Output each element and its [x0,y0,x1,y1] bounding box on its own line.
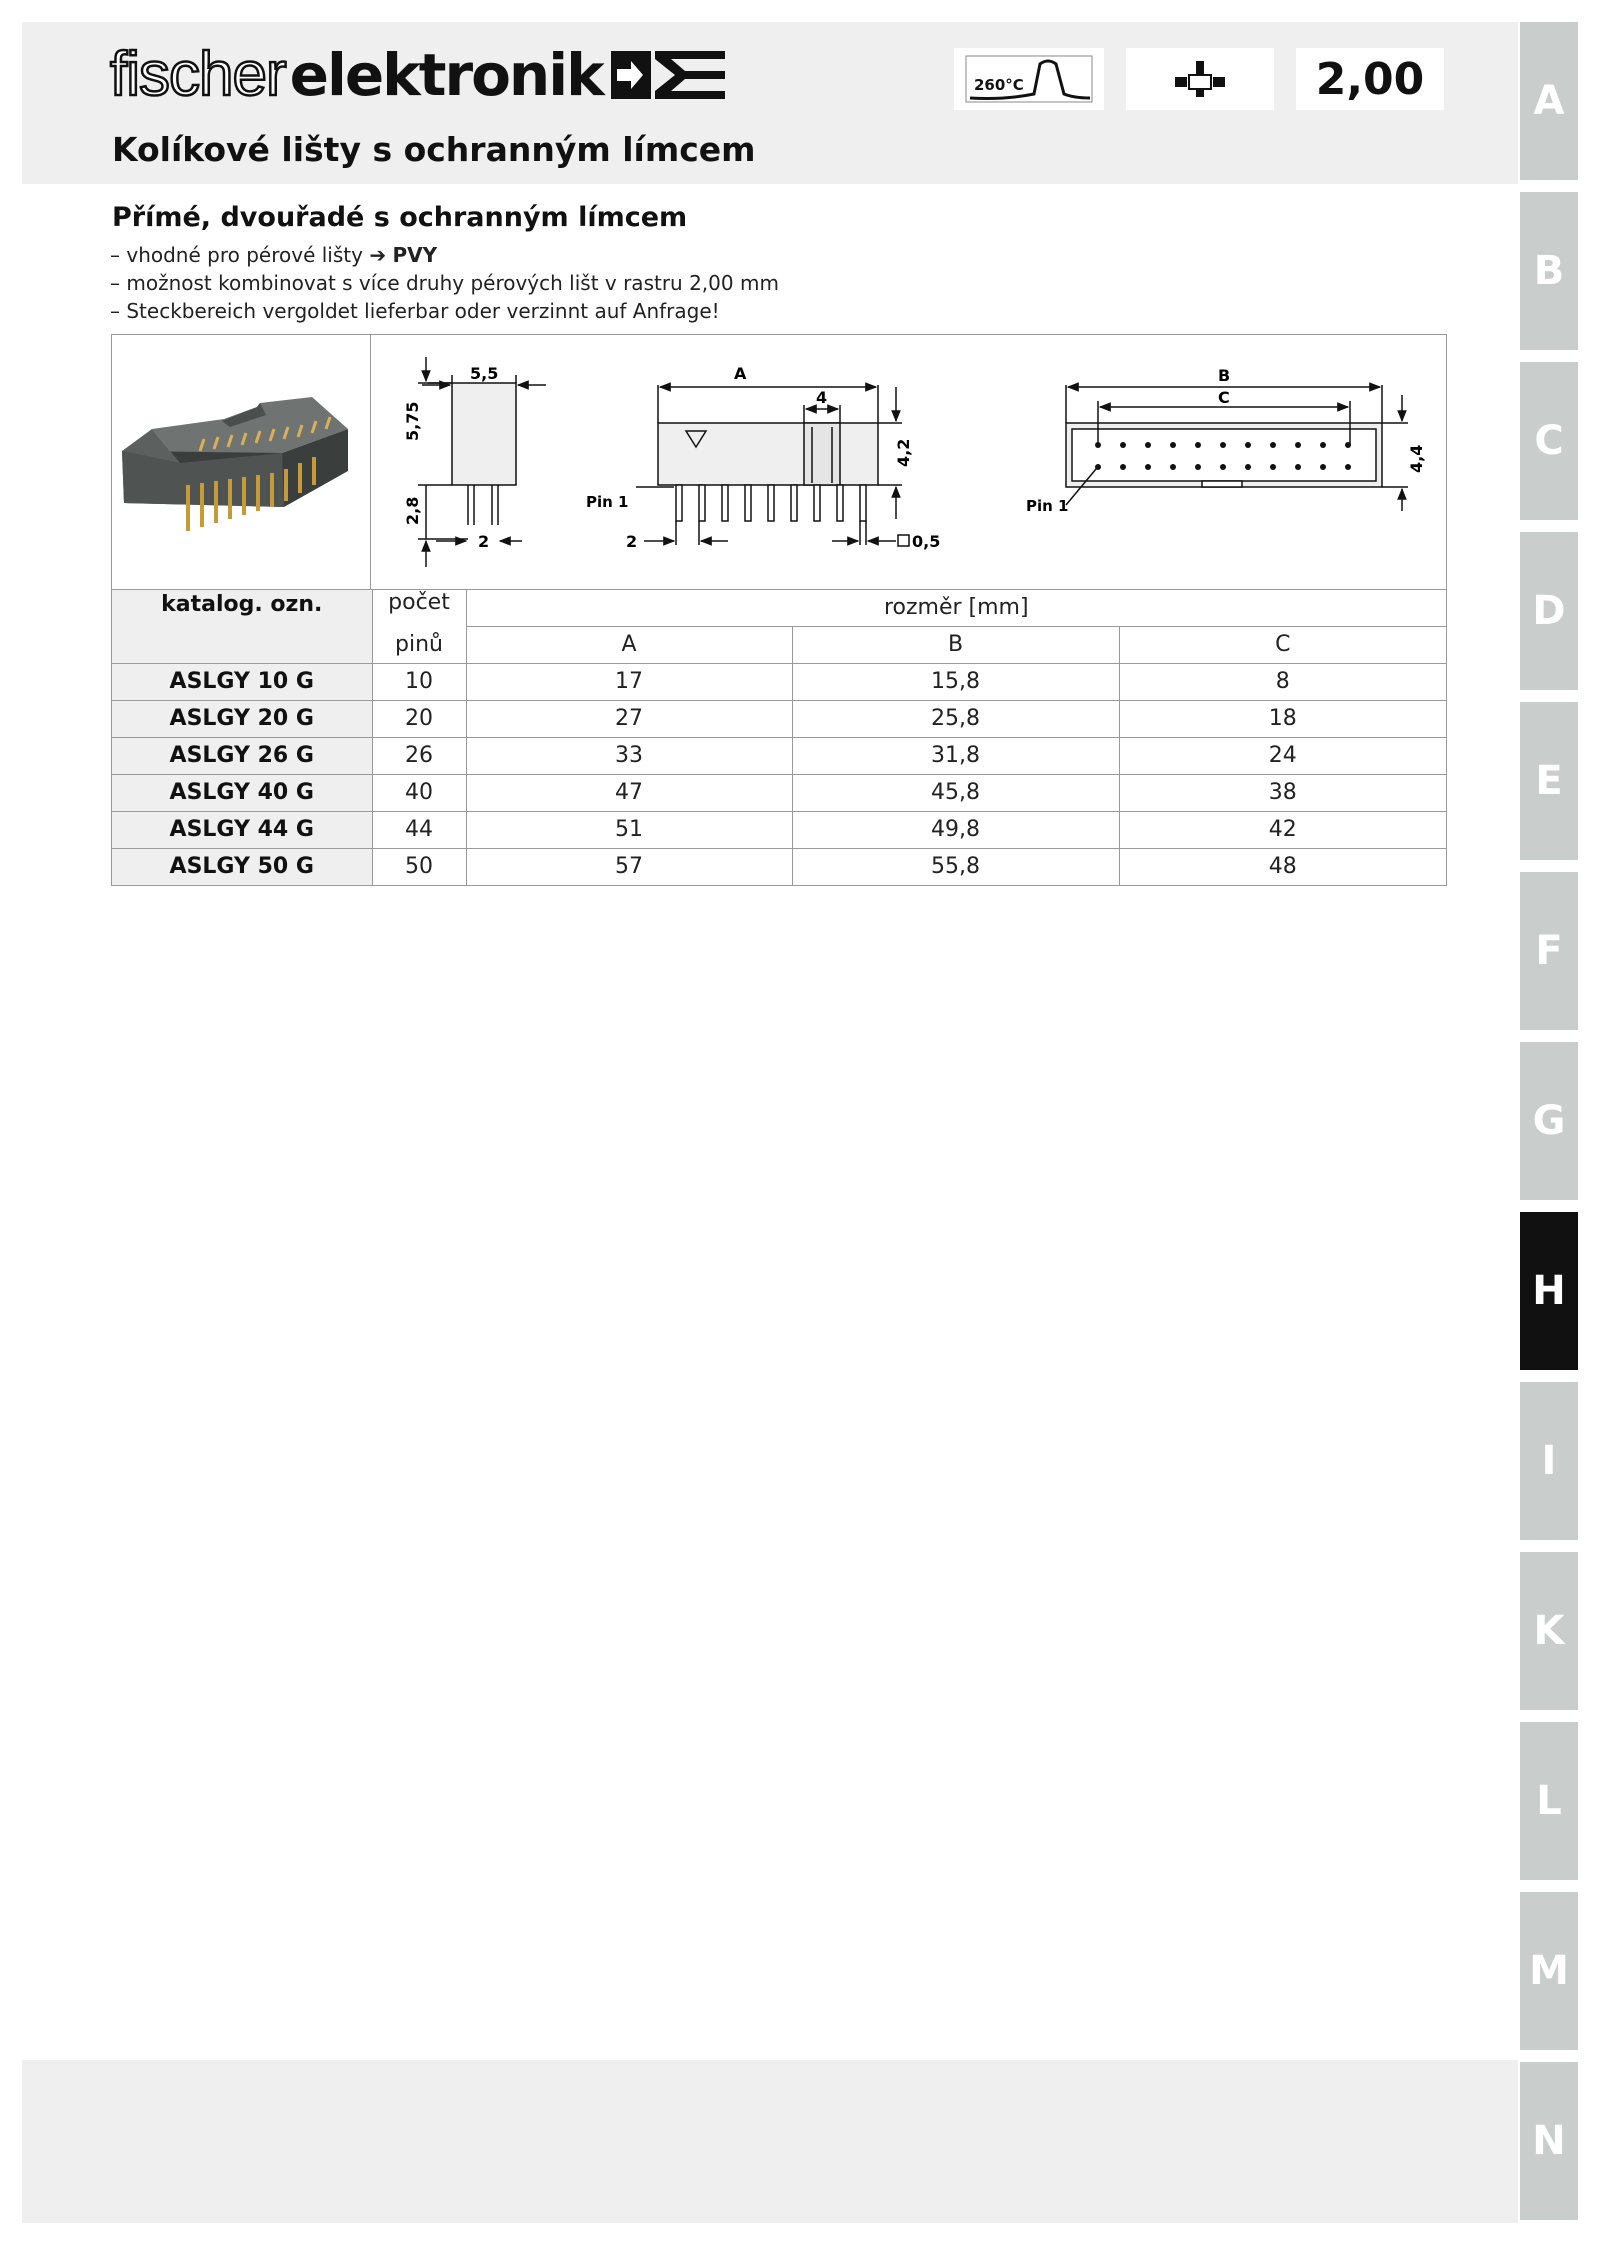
header-pin-count: počet [372,590,466,626]
footer-band [22,2060,1518,2223]
catalog-number: ASLGY 44 G [112,811,372,848]
tab-N[interactable]: N [1520,2062,1578,2220]
pin1-label-top: Pin 1 [1026,497,1069,515]
dim-A: 47 [466,774,792,811]
connector-photo-image [112,335,370,589]
dim-length-A: A [734,364,747,383]
dim-B: 49,8 [792,811,1119,848]
logo-text-elektronik: elektronik [289,41,603,109]
feature-item: – vhodné pro pérové lišty ➔ PVY [110,241,779,269]
table-header-row [112,590,1446,626]
logo-text-fischer: fischer [110,40,286,109]
table-row [112,737,1446,774]
front-pins [676,485,866,521]
dim-C: 18 [1119,700,1446,737]
dim-B: 15,8 [792,663,1119,700]
tab-F[interactable]: F [1520,872,1578,1030]
pcb-mount-badge [1126,48,1274,110]
page-title: Kolíkové lišty s ochranným límcem [112,130,756,169]
table-row [112,811,1446,848]
dim-A: 17 [466,663,792,700]
header-col-A: A [466,626,792,663]
catalog-number: ASLGY 50 G [112,848,372,885]
drawing-row [112,335,1446,590]
table-row [112,774,1446,811]
dim-C: 38 [1119,774,1446,811]
dim-pin-square: 0,5 [912,532,941,551]
dim-height-4-2: 4,2 [894,438,913,467]
header-dimensions: rozměr [mm] [466,590,1446,626]
logo-arrow-icon [609,47,729,103]
table-row [112,663,1446,700]
tab-K[interactable]: K [1520,1552,1578,1710]
pin-count: 26 [372,737,466,774]
dim-side-height: 5,75 [403,401,422,441]
header-pin-count-line2: pinů [372,626,466,663]
dim-C: 48 [1119,848,1446,885]
dim-B: 55,8 [792,848,1119,885]
dim-C: 42 [1119,811,1446,848]
reference-link[interactable]: PVY [392,243,438,267]
pin1-label-front: Pin 1 [586,493,629,511]
solder-temp-label: 260°C [974,76,1024,94]
pin-count: 44 [372,811,466,848]
dim-side-pitch: 2 [478,532,490,551]
tab-G[interactable]: G [1520,1042,1578,1200]
dim-length-C: C [1218,388,1230,407]
dim-B: 45,8 [792,774,1119,811]
pin-count: 40 [372,774,466,811]
header-col-C: C [1119,626,1446,663]
dim-length-B: B [1218,366,1231,385]
brand-logo [110,40,729,109]
tab-C[interactable]: C [1520,362,1578,520]
feature-item: – možnost kombinovat s více druhy pérových lišt v rastru 2,00 mm [110,269,779,297]
catalog-number: ASLGY 40 G [112,774,372,811]
arrow-icon: ➔ [369,243,387,267]
pin-count: 20 [372,700,466,737]
dim-A: 33 [466,737,792,774]
feature-item: – Steckbereich vergoldet lieferbar oder verzinnt auf Anfrage! [110,297,779,325]
catalog-number: ASLGY 26 G [112,737,372,774]
tab-A[interactable]: A [1520,22,1578,180]
dim-key-4: 4 [816,388,828,407]
tab-I[interactable]: I [1520,1382,1578,1540]
dim-pin-length: 2,8 [403,496,422,525]
tab-D[interactable]: D [1520,532,1578,690]
tab-H[interactable]: H [1520,1212,1578,1370]
tab-B[interactable]: B [1520,192,1578,350]
dim-B: 31,8 [792,737,1119,774]
dim-B: 25,8 [792,700,1119,737]
pin-count: 10 [372,663,466,700]
header-catalog: katalog. ozn. [112,590,372,663]
section-title: Přímé, dvouřadé s ochranným límcem [112,202,688,233]
solder-temperature-badge [954,48,1104,110]
feature-list [110,241,779,325]
dim-A: 57 [466,848,792,885]
catalog-number: ASLGY 10 G [112,663,372,700]
technical-drawing [372,335,1446,589]
pin-count: 50 [372,848,466,885]
dimension-drawing [372,335,1446,589]
header-col-B: B [792,626,1119,663]
dim-front-pitch: 2 [626,532,638,551]
dimension-table [112,590,1446,885]
dim-C: 24 [1119,737,1446,774]
tab-L[interactable]: L [1520,1722,1578,1880]
product-table [111,334,1447,886]
dim-side-width: 5,5 [470,364,499,383]
table-row [112,700,1446,737]
through-hole-icon [1165,57,1235,101]
tab-E[interactable]: E [1520,702,1578,860]
tab-M[interactable]: M [1520,1892,1578,2050]
pitch-badge: 2,00 [1296,48,1444,110]
table-row [112,848,1446,885]
solder-profile-icon [964,54,1094,104]
top-view [1066,385,1408,511]
dim-C: 8 [1119,663,1446,700]
dim-A: 27 [466,700,792,737]
catalog-number: ASLGY 20 G [112,700,372,737]
dim-height-4-4: 4,4 [1407,444,1426,473]
dim-A: 51 [466,811,792,848]
product-photo [112,335,371,589]
